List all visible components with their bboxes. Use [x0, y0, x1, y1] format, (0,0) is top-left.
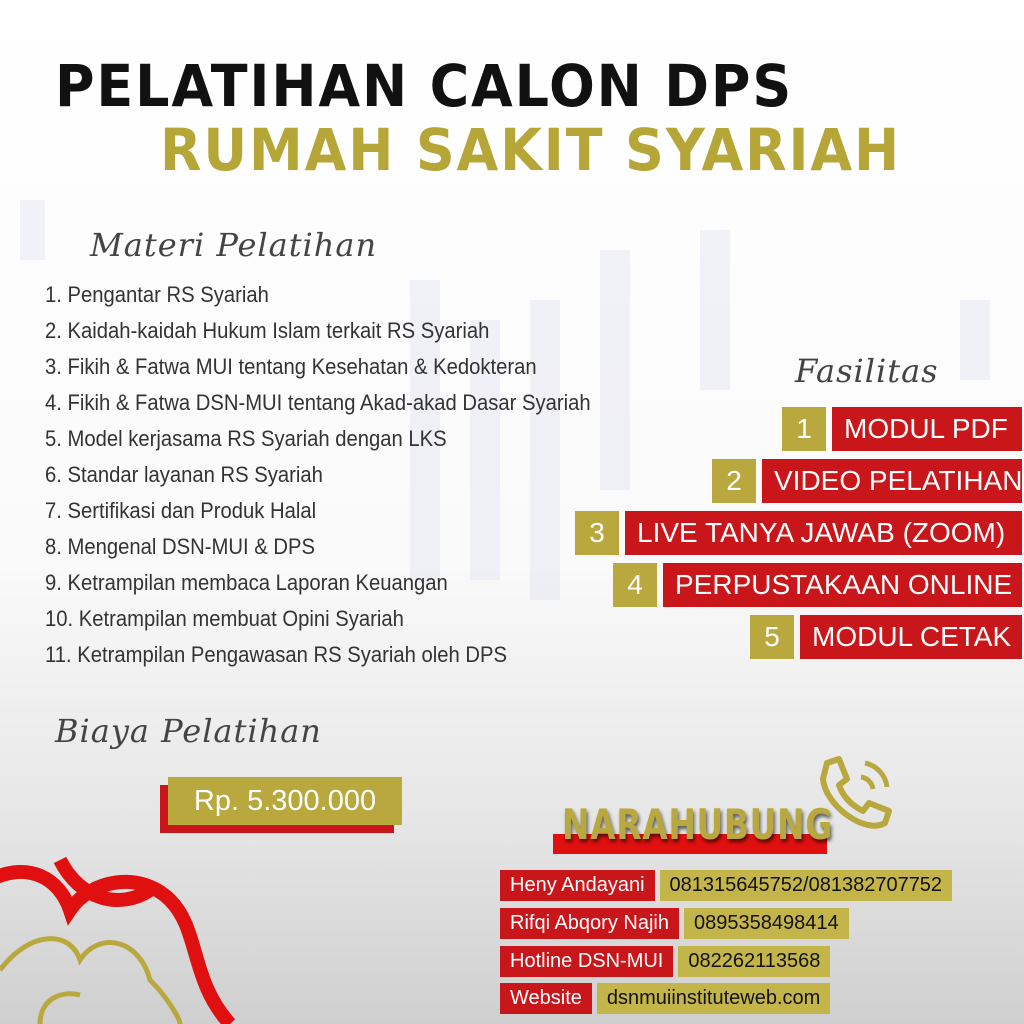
contact-name: Heny Andayani: [500, 870, 655, 901]
contact-row: [500, 870, 952, 901]
contact-row: [500, 983, 830, 1014]
list-item: 7. Sertifikasi dan Produk Halal: [45, 498, 317, 523]
website-label: Website: [500, 983, 592, 1014]
contact-phone[interactable]: 081315645752/081382707752: [660, 870, 953, 901]
list-item: 3. Fikih & Fatwa MUI tentang Kesehatan & Kedokteran: [45, 354, 537, 379]
list-item: 6. Standar layanan RS Syariah: [45, 462, 323, 487]
facility-number: 1: [782, 407, 826, 451]
facility-label: MODUL PDF: [832, 407, 1022, 451]
contact-phone[interactable]: 0895358498414: [684, 908, 849, 939]
price-badge: Rp. 5.300.000: [168, 777, 402, 825]
facility-number: 4: [613, 563, 657, 607]
contact-row: [500, 908, 849, 939]
facility-label: MODUL CETAK: [800, 615, 1022, 659]
contact-name: Hotline DSN-MUI: [500, 946, 673, 977]
list-item: 5. Model kerjasama RS Syariah dengan LKS: [45, 426, 447, 451]
facility-number: 5: [750, 615, 794, 659]
biaya-heading: Biaya Pelatihan: [55, 712, 322, 750]
page-title: PELATIHAN CALON DPS: [55, 52, 794, 120]
contact-row: [500, 946, 830, 977]
facility-label: LIVE TANYA JAWAB (ZOOM): [625, 511, 1022, 555]
fasilitas-heading: Fasilitas: [795, 352, 939, 390]
list-item: 4. Fikih & Fatwa DSN-MUI tentang Akad-akad Dasar Syariah: [45, 390, 591, 415]
facility-number: 2: [712, 459, 756, 503]
contact-name: Rifqi Abqory Najih: [500, 908, 679, 939]
page-subtitle: RUMAH SAKIT SYARIAH: [160, 116, 902, 184]
facility-item: [575, 511, 1022, 555]
list-item: 2. Kaidah-kaidah Hukum Islam terkait RS Syariah: [45, 318, 490, 343]
facility-item: [712, 459, 1022, 503]
materi-list: [45, 280, 638, 676]
facility-number: 3: [575, 511, 619, 555]
facility-item: [750, 615, 1022, 659]
list-item: 10. Ketrampilan membuat Opini Syariah: [45, 606, 404, 631]
lotus-ornament: [0, 820, 260, 1024]
list-item: 9. Ketrampilan membaca Laporan Keuangan: [45, 570, 448, 595]
phone-icon: [815, 755, 895, 835]
contact-phone[interactable]: 082262113568: [678, 946, 830, 977]
materi-heading: Materi Pelatihan: [90, 226, 378, 264]
facility-item: [782, 407, 1022, 451]
facility-label: VIDEO PELATIHAN: [762, 459, 1022, 503]
facility-label: PERPUSTAKAAN ONLINE: [663, 563, 1022, 607]
list-item: 1. Pengantar RS Syariah: [45, 282, 269, 307]
list-item: 8. Mengenal DSN-MUI & DPS: [45, 534, 315, 559]
facility-item: [613, 563, 1022, 607]
list-item: 11. Ketrampilan Pengawasan RS Syariah oleh DPS: [45, 642, 508, 667]
website-link[interactable]: dsnmuiinstituteweb.com: [597, 983, 830, 1014]
narahubung-heading: NARAHUBUNG: [562, 800, 834, 849]
